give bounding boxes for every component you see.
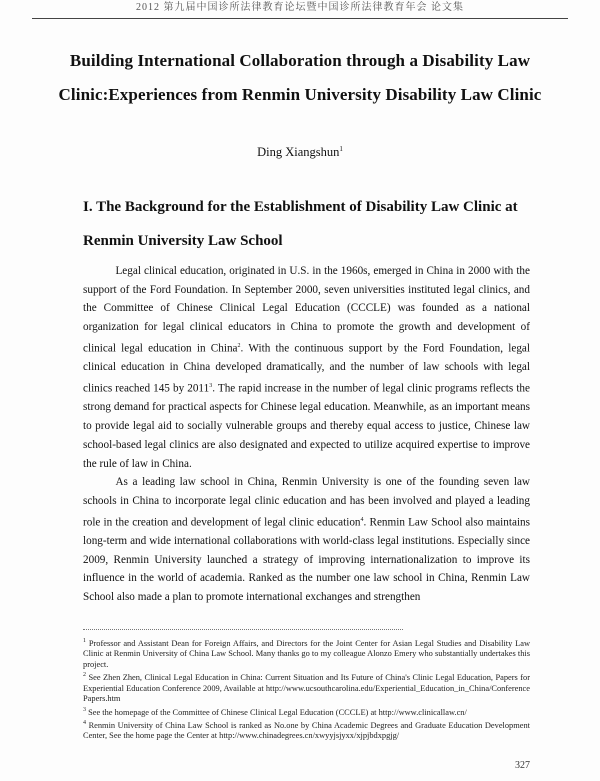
paper-title: Building International Collaboration through a Disability Law Clinic:Experiences from Renmin University Disability Law Clinic [58,51,542,104]
paragraph-1-part-c: . The rapid increase in the number of legal clinic programs reflects the strong demand for practical aspects for Chinese legal education. Meanwhile, as an important means to provide legal aid to socially vulnerable groups and thereby equal access to justice, Chinese law school-based legal clinics are also designated and expected to utilize acquired expertise to improve the rule of law in China. [83,382,530,470]
footnote-mark: 1 [83,638,86,644]
running-header: 2012 第九届中国诊所法律教育论坛暨中国诊所法律教育年会 论文集 [32,0,568,19]
footnote-mark: 2 [83,672,86,679]
paragraph-2-part-a: As a leading law school in China, Renmin University is one of the founding seven law schools in China to incorporate legal clinic education and has been involved and played a leading role in the creation and development of legal clinic education [83,476,530,529]
footnote-1 [83,636,530,670]
page-number: 327 [515,760,530,771]
author-name: Ding Xiangshun [257,145,340,160]
footnote-3 [83,705,530,718]
footnote-text: See Zhen Zhen, Clinical Legal Education in China: Current Situation and Its Future of China's Clinic Legal Education, Papers for Experiential Education Conference 2009, Available at http://www.ucsouthcarolina.edu/Experiential_Education_in_China/Conference Papers.htm [83,673,531,704]
footnote-mark: 4 [83,719,86,726]
footnote-divider [83,629,403,630]
footnote-mark: 3 [83,706,86,713]
paragraph-2-part-b: . Renmin Law School also maintains long-term and wide international collaborations with world-class legal institutions. Especially since 2009, Renmin University launched a strategy of improving internationalization to improve its influence in the world of academia. Ranked as the number one law school in China, Renmin Law School also made a plan to promote international exchanges and strengthen [83,516,531,604]
footnote-text: Professor and Assistant Dean for Foreign Affairs, and Directors for the Joint Center for Asian Legal Studies and Disability Law Clinic at Renmin University of China Law School. Many thanks go to my colleague Alonzo Emery who substantially undertakes this project. [83,638,531,669]
section-heading: I. The Background for the Establishment of Disability Law Clinic at Renmin University Law School [83,199,518,249]
footnotes [83,636,530,742]
paragraph-1-part-b: . With the continuous support by the Ford Foundation, legal clinical education in China developed dramatically, and the number of law schools with legal clinics reached 145 by 2011 [83,342,531,395]
paragraph-1 [83,262,530,473]
paragraph-2 [83,473,530,607]
footnote-ref-2: 2 [237,342,241,349]
footnote-ref-3: 3 [209,382,213,389]
paragraph-1-part-a: Legal clinical education, originated in U.S. in the 1960s, emerged in China in 2000 with the support of the Ford Foundation. In September 2000, seven universities instituted legal clinics, and the Committee of Chinese Clinical Legal Education (CCCLE) was founded as a national organization for legal clinical educators in China to promote the growth and development of clinical legal education in China [83,265,530,355]
author-footnote-mark: 1 [339,145,343,153]
footnote-ref-4: 4 [360,516,364,523]
author-line [0,145,600,160]
footnote-text: See the homepage of the Committee of Chinese Clinical Legal Education (CCCLE) at http://www.clinicallaw.cn/ [88,707,467,717]
footnote-4 [83,718,530,742]
body-text [83,262,530,607]
footnote-text: Renmin University of China Law School is ranked as No.one by China Academic Degrees and Graduate Education Development Center, See the home page the Center at http://www.chinadegrees.cn/xwyyjsjyxx/xjpjbdxpgjg/ [83,720,530,741]
footnote-2 [83,670,530,704]
